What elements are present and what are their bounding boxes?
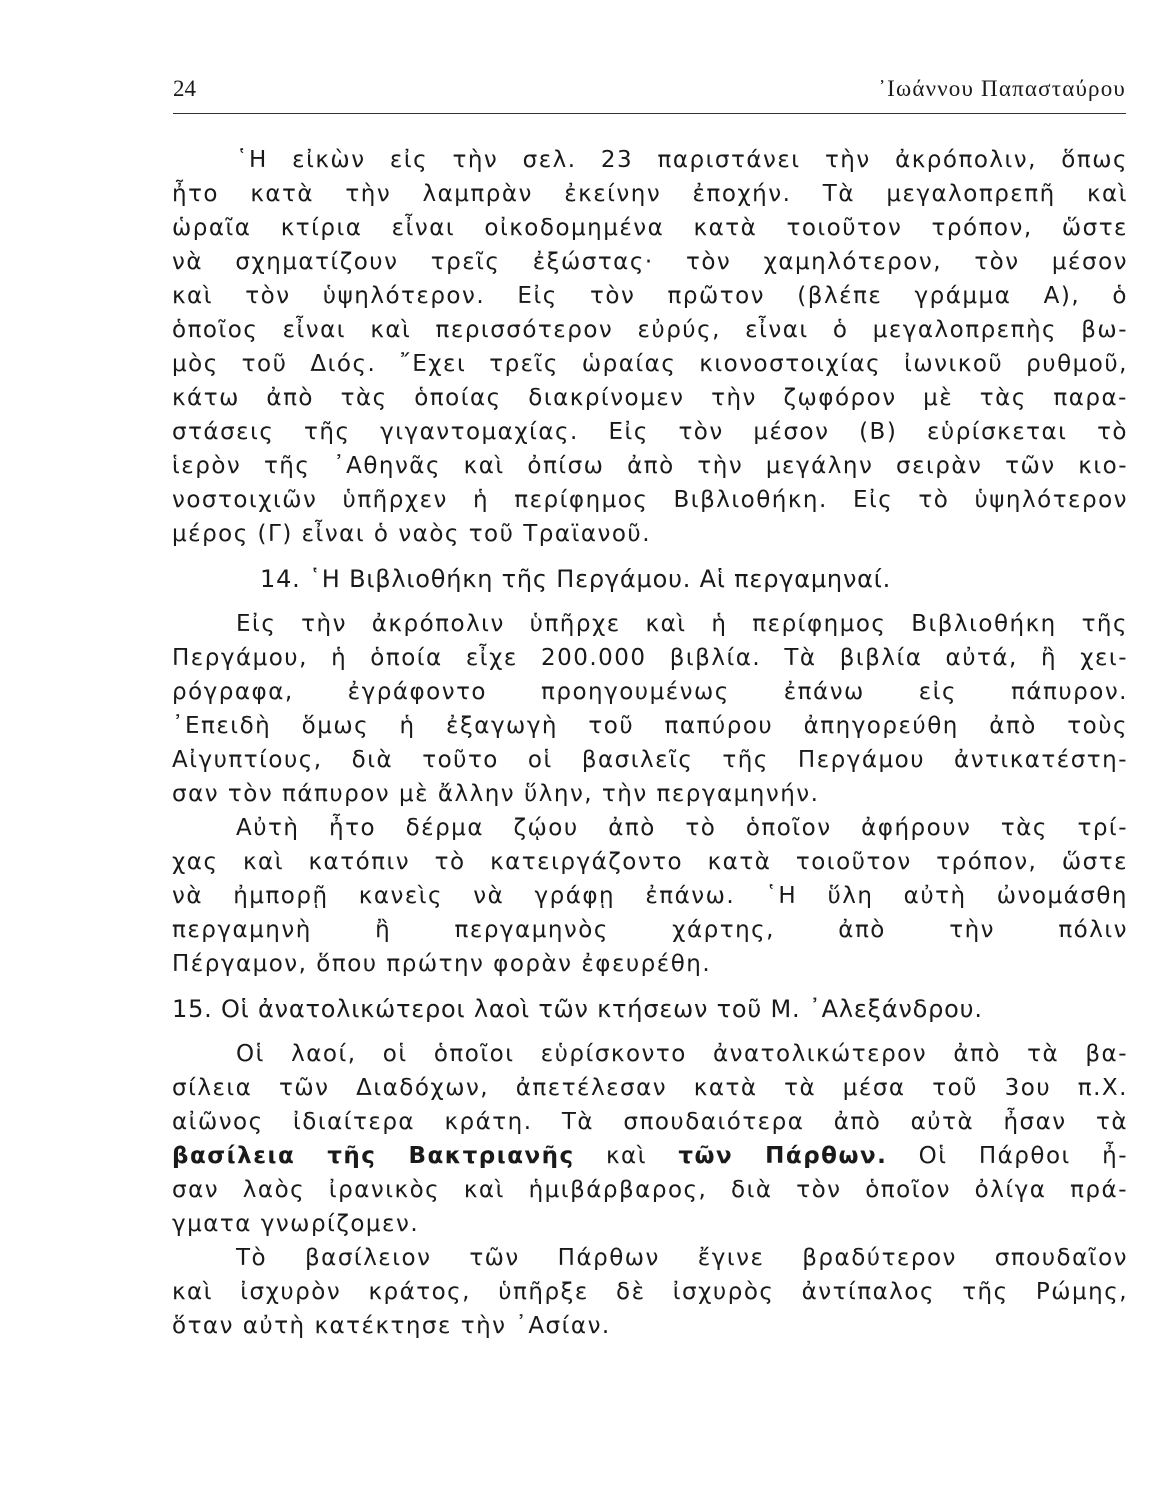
text-line: στάσεις τῆς γιγαντομαχίας. Εἰς τὸν μέσον (Β) εὑρίσκεται τὸ <box>172 419 1128 445</box>
text-line: ἱερὸν τῆς ᾿Αθηνᾶς καὶ ὀπίσω ἀπὸ τὴν μεγάλην σειρὰν τῶν κιο- <box>172 453 1128 479</box>
paragraph-eastern-peoples <box>172 1037 1128 1241</box>
text-line: σαν τὸν πάπυρον μὲ ἄλλην ὕλην, τὴν περγαμηνήν. <box>172 781 820 807</box>
text-line: Περγάμου, ἡ ὁποία εἶχε 200.000 βιβλία. Τὰ βιβλία αὐτά, ἢ χει- <box>172 645 1128 671</box>
text-line: Τὸ βασίλειον τῶν Πάρθων ἔγινε βραδύτερον σπουδαῖον <box>236 1245 1128 1271</box>
text-line: Αὐτὴ ἦτο δέρμα ζῴου ἀπὸ τὸ ὁποῖον ἀφήρουν τὰς τρί- <box>236 815 1128 841</box>
text-line: νοστοιχιῶν ὑπῆρχεν ἡ περίφημος Βιβλιοθήκη. Εἰς τὸ ὑψηλότερον <box>172 487 1128 513</box>
text-line: Αἰγυπτίους, διὰ τοῦτο οἱ βασιλεῖς τῆς Περγάμου ἀντικατέστη- <box>172 747 1128 773</box>
paragraph-library <box>172 607 1128 811</box>
text-line: καὶ ἰσχυρὸν κράτος, ὑπῆρξε δὲ ἰσχυρὸς ἀντίπαλος τῆς Ρώμης, <box>172 1279 1128 1305</box>
text-line: μὸς τοῦ Διός. ῎Εχει τρεῖς ὡραίας κιονοστοιχίας ἰωνικοῦ ρυθμοῦ, <box>172 351 1128 377</box>
text-line: αἰῶνος ἰδιαίτερα κράτη. Τὰ σπουδαιότερα ἀπὸ αὐτὰ ἦσαν τὰ <box>172 1109 1128 1135</box>
text-line: γματα γνωρίζομεν. <box>172 1211 420 1237</box>
header-rule <box>173 113 1126 114</box>
text-line: σίλεια τῶν Διαδόχων, ἀπετέλεσαν κατὰ τὰ μέσα τοῦ 3ου π.Χ. <box>172 1075 1128 1101</box>
text-line: μέρος (Γ) εἶναι ὁ ναὸς τοῦ Τραϊανοῦ. <box>172 521 652 547</box>
text-line: νὰ ἠμπορῇ κανεὶς νὰ γράφῃ ἐπάνω. ῾Η ὕλη αὐτὴ ὠνομάσθη <box>172 883 1128 909</box>
text-line: Εἰς τὴν ἀκρόπολιν ὑπῆρχε καὶ ἡ περίφημος Βιβλιοθήκη τῆς <box>236 611 1128 637</box>
text-line: χας καὶ κατόπιν τὸ κατειργάζοντο κατὰ τοιοῦτον τρόπον, ὥστε <box>172 849 1128 875</box>
bold-term-bactria: βασίλεια τῆς Βακτριανῆς <box>172 1143 575 1169</box>
text-fragment: Οἱ Πάρθοι ἦ- <box>887 1143 1128 1169</box>
page-content <box>172 143 1128 1343</box>
text-line: ἦτο κατὰ τὴν λαμπρὰν ἐκείνην ἐποχήν. Τὰ μεγαλοπρεπῆ καὶ <box>172 181 1128 207</box>
page-header <box>173 76 1126 116</box>
text-line: ᾿Επειδὴ ὅμως ἡ ἐξαγωγὴ τοῦ παπύρου ἀπηγορεύθη ἀπὸ τοὺς <box>172 713 1128 739</box>
text-line: ρόγραφα, ἐγράφοντο προηγουμένως ἐπάνω εἰς πάπυρον. <box>172 679 1128 705</box>
text-line: περγαμηνὴ ἢ περγαμηνὸς χάρτης, ἀπὸ τὴν πόλιν <box>172 917 1128 943</box>
bold-term-parthians: τῶν Πάρθων. <box>678 1143 888 1169</box>
text-line: καὶ τὸν ὑψηλότερον. Εἰς τὸν πρῶτον (βλέπε γράμμα Α), ὁ <box>172 283 1128 309</box>
section-heading-15: 15. Οἱ ἀνατολικώτεροι λαοὶ τῶν κτήσεων τοῦ Μ. ᾿Αλεξάνδρου. <box>172 995 983 1023</box>
text-line-with-bold <box>172 1139 1128 1173</box>
text-line: Πέργαμον, ὅπου πρώτην φορὰν ἐφευρέθη. <box>172 951 712 977</box>
paragraph-acropolis <box>172 143 1128 551</box>
page-number: 24 <box>173 76 196 101</box>
text-line: κάτω ἀπὸ τὰς ὁποίας διακρίνομεν τὴν ζῳφόρον μὲ τὰς παρα- <box>172 385 1128 411</box>
text-fragment: καὶ <box>574 1143 679 1169</box>
paragraph-parthian-kingdom <box>172 1241 1128 1343</box>
text-line: ῾Η εἰκὼν εἰς τὴν σελ. 23 παριστάνει τὴν ἀκρόπολιν, ὅπως <box>236 147 1128 173</box>
text-line: σαν λαὸς ἰρανικὸς καὶ ἡμιβάρβαρος, διὰ τὸν ὁποῖον ὀλίγα πρά- <box>172 1177 1128 1203</box>
text-line: νὰ σχηματίζουν τρεῖς ἐξώστας· τὸν χαμηλότερον, τὸν μέσον <box>172 249 1128 275</box>
paragraph-parchment <box>172 811 1128 981</box>
text-line: ὡραῖα κτίρια εἶναι οἰκοδομημένα κατὰ τοιοῦτον τρόπον, ὥστε <box>172 215 1128 241</box>
running-head-author: ᾿Ιωάννου Παπασταύρου <box>878 76 1126 101</box>
text-line: Οἱ λαοί, οἱ ὁποῖοι εὑρίσκοντο ἀνατολικώτερον ἀπὸ τὰ βα- <box>236 1041 1128 1067</box>
text-line: ὁποῖος εἶναι καὶ περισσότερον εὐρύς, εἶναι ὁ μεγαλοπρεπὴς βω- <box>172 317 1128 343</box>
text-line: ὅταν αὐτὴ κατέκτησε τὴν ᾿Ασίαν. <box>172 1313 611 1339</box>
section-heading-14: 14. ῾Η Βιβλιοθήκη τῆς Περγάμου. Αἱ περγαμηναί. <box>260 565 892 593</box>
